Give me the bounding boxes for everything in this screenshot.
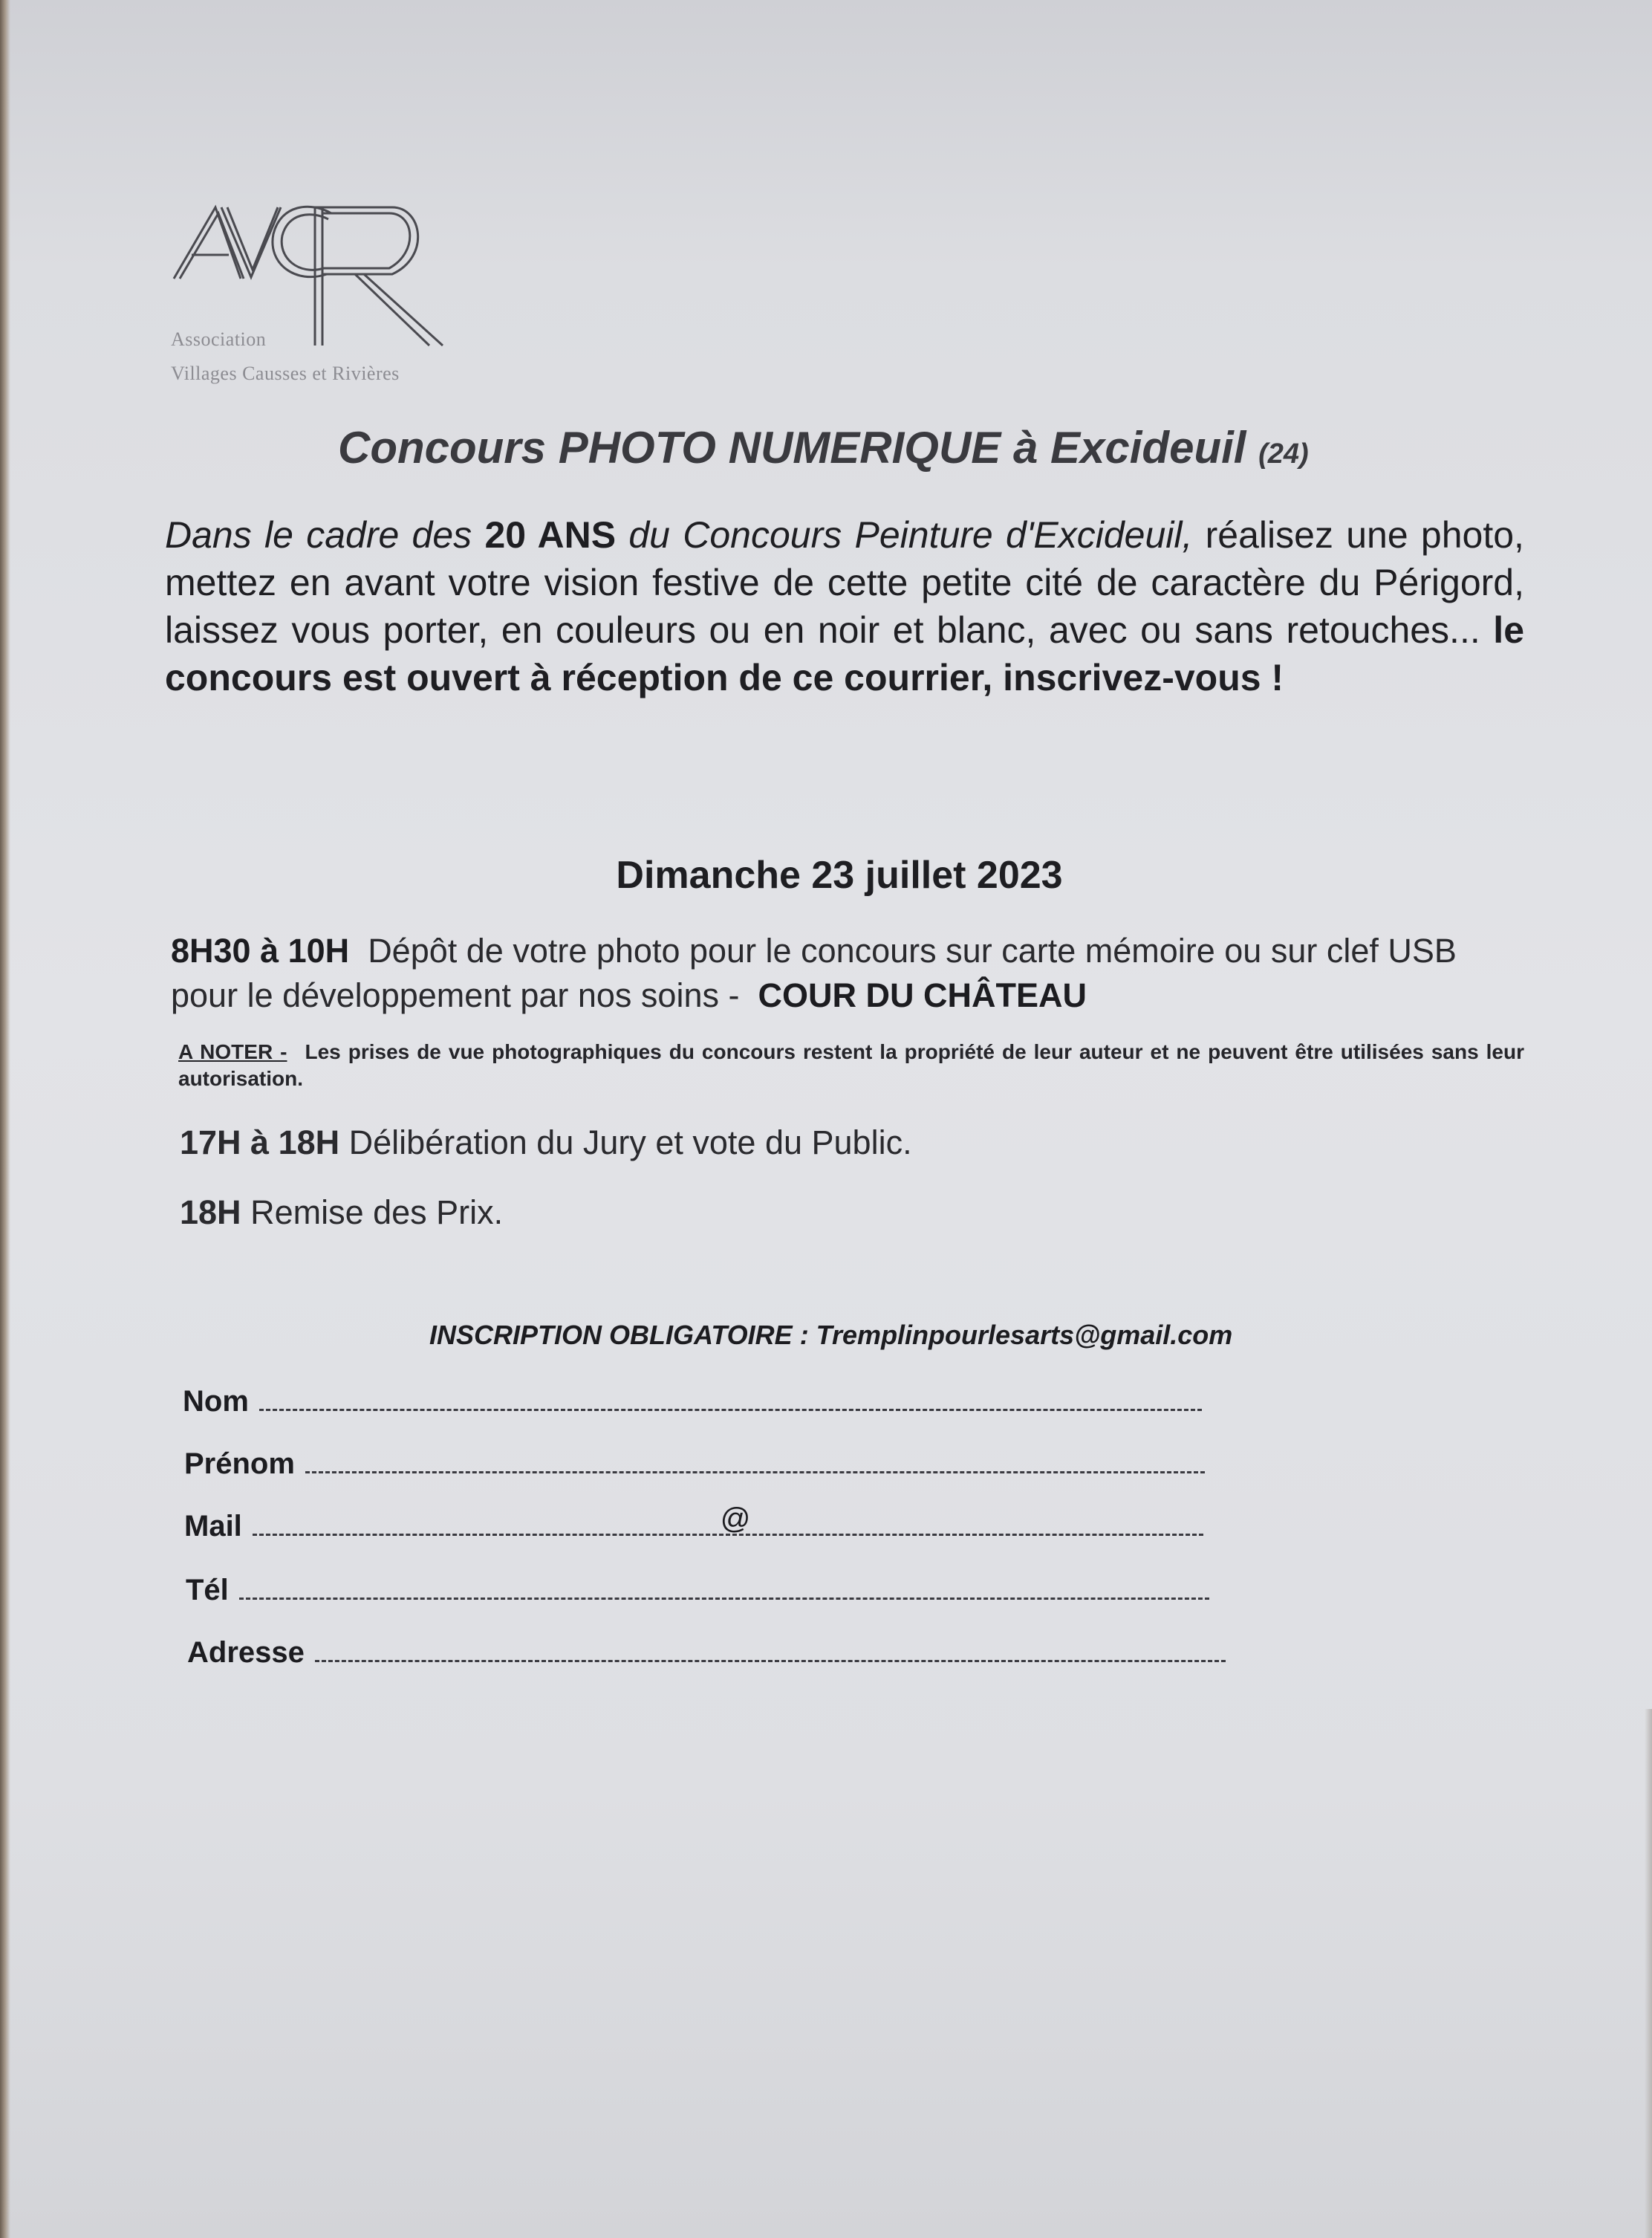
intro-paragraph — [165, 511, 1524, 701]
paper-edge-left — [0, 0, 10, 2238]
logo-subtitle-line2: Villages Causses et Rivières — [171, 363, 400, 384]
schedule-text: Dépôt de votre photo pour le concours sur carte mémoire ou sur clef USB pour le développement par nos soins - — [171, 932, 1457, 1014]
schedule-text: Remise des Prix. — [250, 1193, 504, 1231]
field-label: Mail — [184, 1510, 242, 1543]
note-block — [178, 1039, 1524, 1092]
logo-subtitle-line1: Association — [171, 328, 267, 350]
form-field-prenom[interactable] — [184, 1447, 1205, 1481]
mail-at-sign: @ — [720, 1502, 751, 1535]
field-dotted-line[interactable] — [305, 1461, 1205, 1473]
title-department: (24) — [1258, 438, 1309, 470]
field-label: Prénom — [184, 1447, 295, 1480]
form-field-adresse[interactable] — [187, 1636, 1226, 1670]
field-dotted-line[interactable] — [315, 1650, 1226, 1662]
intro-part-4: réalisez une photo, mettez en avant votre vision festive de cette petite cité de caractère du Périgord, laissez vous porter, en couleurs ou en noir et blanc, avec ou sans retouches... — [165, 514, 1524, 651]
form-field-nom[interactable] — [183, 1385, 1202, 1418]
field-label: Tél — [186, 1574, 229, 1606]
field-label: Nom — [183, 1385, 249, 1418]
schedule-item-jury — [180, 1123, 912, 1162]
field-dotted-line[interactable] — [239, 1587, 1209, 1600]
intro-call-to-action: le concours est ouvert à réception de ce courrier, inscrivez-vous ! — [165, 609, 1524, 698]
intro-highlight-20-ans: 20 ANS — [484, 514, 617, 556]
field-dotted-line[interactable] — [253, 1502, 1203, 1536]
logo-letter-r — [315, 207, 443, 346]
schedule-time: 17H à 18H — [180, 1123, 340, 1161]
intro-part-3: du Concours Peinture d'Excideuil, — [628, 514, 1193, 556]
schedule-item-deposit — [171, 929, 1523, 1018]
note-text: Les prises de vue photographiques du concours restent la propriété de leur auteur et ne peuvent être utilisées sans leur autorisation. — [178, 1040, 1524, 1090]
field-dotted-line[interactable] — [259, 1398, 1202, 1411]
intro-part-1: Dans le cadre des — [165, 514, 472, 556]
schedule-text: Délibération du Jury et vote du Public. — [348, 1123, 912, 1161]
note-label: A NOTER - — [178, 1040, 287, 1063]
document-title — [338, 422, 1309, 473]
inscription-line: INSCRIPTION OBLIGATOIRE : Tremplinpourlesarts@gmail.com — [429, 1320, 1233, 1350]
schedule-item-prizes — [180, 1193, 503, 1232]
event-date: Dimanche 23 juillet 2023 — [616, 854, 1063, 897]
schedule-time: 18H — [180, 1193, 241, 1231]
title-main: Concours PHOTO NUMERIQUE à Excideuil — [338, 423, 1246, 473]
paper-edge-right — [1645, 1709, 1652, 2238]
form-field-tel[interactable] — [186, 1574, 1209, 1607]
form-field-mail[interactable] — [184, 1502, 1203, 1543]
field-label: Adresse — [187, 1636, 305, 1669]
schedule-place: COUR DU CHÂTEAU — [758, 976, 1087, 1014]
schedule-time: 8H30 à 10H — [171, 932, 350, 970]
